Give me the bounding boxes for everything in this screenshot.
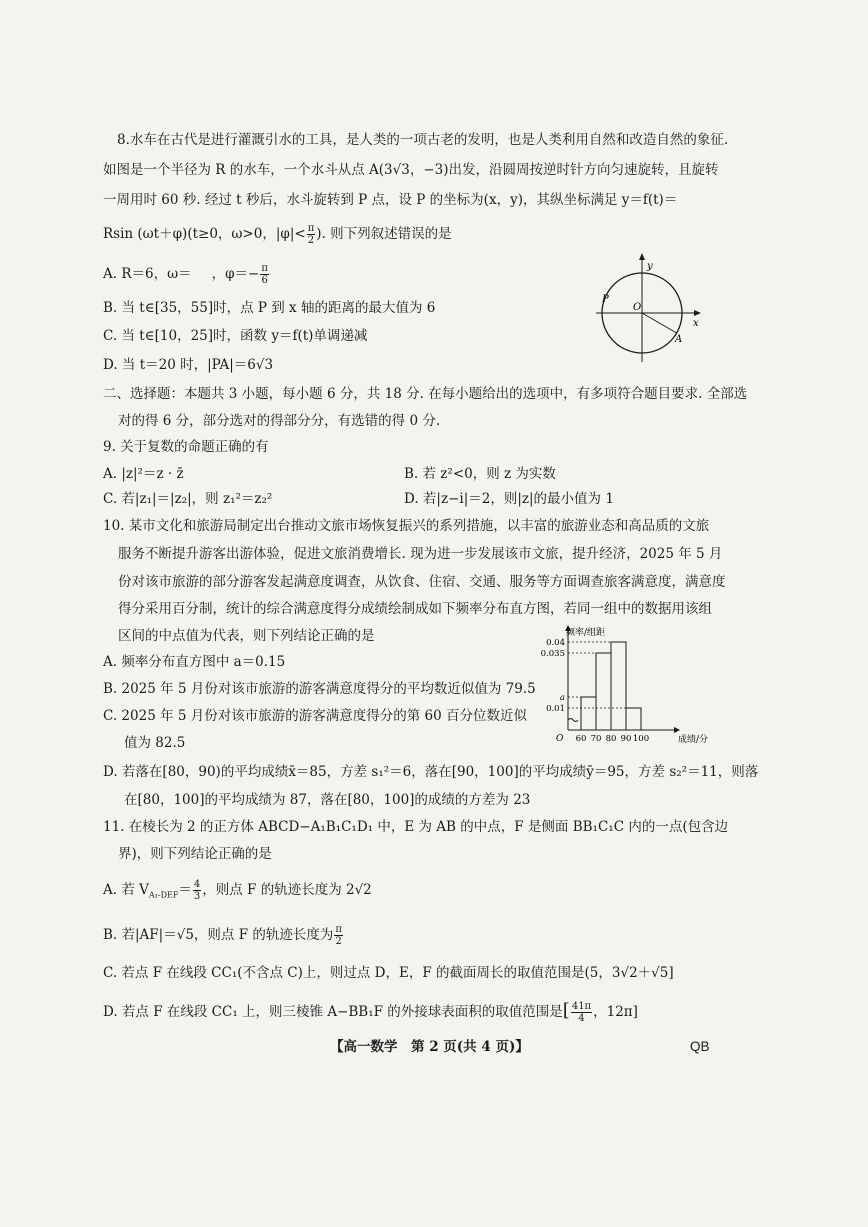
q11-line-1: 11. 在棱长为 2 的正方体 ABCD−A₁B₁C₁D₁ 中，E 为 AB 的中点，F 是侧面 BB₁C₁C 内的一点(包含边 bbox=[103, 819, 729, 835]
q10-line-3: 份对该市旅游的部分游客发起满意度调查，从饮食、住宿、交通、服务等方面调查旅客满意度，满意度 bbox=[118, 574, 726, 590]
arc-length-fraction: $\frac{\pi}{2}$ bbox=[335, 924, 342, 947]
volume-fraction: $\frac{4}{3}$ bbox=[193, 879, 201, 902]
y-axis-arrow bbox=[639, 253, 645, 260]
hist-bar-70-80 bbox=[596, 653, 611, 730]
q10-line-2: 服务不断提升游客出游体验，促进文旅消费增长. 现为进一步发展该市文旅，提升经济，2025 年 5 月 bbox=[118, 546, 723, 562]
x-label: x bbox=[693, 318, 699, 329]
q10-option-c-line-1: C. 2025 年 5 月份对该市旅游的游客满意度得分的第 60 百分位数近似 bbox=[103, 708, 528, 724]
q8-option-b: B. 当 t∈[35，55]时，点 P 到 x 轴的距离的最大值为 6 bbox=[103, 300, 436, 316]
point-a-label: A bbox=[675, 334, 683, 345]
q8-line-2: 如图是一个半径为 R 的水车，一个水斗从点 A(3√3，−3)出发，沿圆周按逆时针方向匀速旋转，且旋转 bbox=[103, 162, 719, 178]
hist-y-tick-label: a bbox=[559, 693, 565, 703]
hist-x-arrow bbox=[674, 727, 680, 733]
hist-origin: O bbox=[556, 734, 564, 744]
q9-option-b: B. 若 z²<0，则 z 为实数 bbox=[404, 466, 556, 482]
phi-bound-fraction: $\frac{\pi}{2}$ bbox=[307, 223, 315, 246]
q10-line-1: 10. 某市文化和旅游局制定出台推动文旅市场恢复振兴的系列措施，以丰富的旅游业态和高品质的文旅 bbox=[103, 518, 710, 534]
hist-x-tick-label: 70 bbox=[590, 734, 602, 744]
hist-bar-90-100 bbox=[626, 708, 641, 730]
hist-y-tick-label: 0.035 bbox=[540, 649, 565, 659]
origin-label: O bbox=[633, 302, 642, 313]
q8-line-3: 一周用时 60 秒. 经过 t 秒后，水斗旋转到 P 点，设 P 的坐标为(x，y)，其纵坐标满足 y＝f(t)＝ bbox=[103, 192, 678, 208]
q10-line-5: 区间的中点值为代表，则下列结论正确的是 bbox=[118, 628, 375, 644]
hist-bar-60-70 bbox=[581, 697, 596, 730]
q10-option-b: B. 2025 年 5 月份对该市旅游的游客满意度得分的平均数近似值为 79.5 bbox=[103, 681, 536, 697]
radius-oa bbox=[642, 313, 677, 333]
q11-option-a: A. 若 $V_{A_1-DEF}=$ $\frac{4}{3}$ ，则点 F 的轨迹长度为 2√2 bbox=[103, 879, 372, 902]
phi-fraction: $\frac{\pi}{6}$ bbox=[261, 263, 268, 286]
q9-option-c: C. 若|z₁|＝|z₂|，则 z₁²＝z₂² bbox=[103, 491, 273, 507]
q9-option-a: A. |z|²＝z · z̄ bbox=[103, 466, 184, 482]
q10-option-d-line-2: 在[80，100]的平均成绩为 87，落在[80，100]的成绩的方差为 23 bbox=[124, 792, 531, 808]
q9-option-d: D. 若|z−i|＝2，则|z|的最小值为 1 bbox=[404, 491, 614, 507]
hist-xlabel: 成绩/分 bbox=[678, 735, 709, 745]
hist-x-tick-label: 80 bbox=[605, 734, 617, 744]
q8-line-1: 8.水车在古代是进行灌溉引水的工具，是人类的一项古老的发明，也是人类利用自然和改造自然的象征. bbox=[117, 132, 729, 148]
hist-y-tick-label: 0.04 bbox=[546, 638, 565, 648]
q11-option-c: C. 若点 F 在线段 CC₁(不含点 C)上，则过点 D，E，F 的截面周长的取值范围是(5，3√2＋√5] bbox=[103, 965, 674, 981]
y-label: y bbox=[647, 261, 653, 272]
q8-option-a: A. R＝6，ω＝ ，φ＝− $\frac{\pi}{6}$ bbox=[103, 263, 268, 286]
hist-ylabel: 频率/组距 bbox=[566, 628, 606, 638]
hist-x-tick-label: 100 bbox=[632, 734, 650, 744]
q8-option-d: D. 当 t＝20 时，|PA|＝6√3 bbox=[103, 357, 274, 373]
hist-bar-80-90 bbox=[611, 642, 626, 730]
q11-line-2: 界)，则下列结论正确的是 bbox=[118, 846, 272, 862]
q8-option-c: C. 当 t∈[10，25]时，函数 y＝f(t)单调递减 bbox=[103, 328, 368, 344]
q8-line-4: Rsin (ωt＋φ)(t≥0，ω>0，|φ|< $\frac{\pi}{2}$ ). 则下列叙述错误的是 bbox=[103, 223, 452, 246]
q10-line-4: 得分采用百分制，统计的综合满意度得分成绩绘制成如下频率分布直方图，若同一组中的数据用该组 bbox=[118, 601, 712, 617]
axis-break-mark bbox=[568, 719, 578, 722]
q10-option-c-line-2: 值为 82.5 bbox=[124, 735, 186, 751]
section-2-line-2: 对的得 6 分，部分选对的得部分分，有选错的得 0 分. bbox=[118, 413, 441, 429]
q11-option-b: B. 若|AF|＝√5，则点 F 的轨迹长度为 $\frac{\pi}{2}$ bbox=[103, 924, 342, 947]
hist-x-tick-label: 60 bbox=[575, 734, 587, 744]
x-axis-arrow bbox=[694, 310, 701, 316]
water-wheel-figure bbox=[590, 250, 710, 365]
surface-area-fraction: $\frac{41\pi}{4}$ bbox=[571, 1001, 592, 1024]
page-footer: 【高一数学 第 2 页(共 4 页)】 bbox=[330, 1039, 529, 1055]
footer-code: QB bbox=[690, 1039, 710, 1054]
q11-option-d: D. 若点 F 在线段 CC₁ 上，则三棱锥 A−BB₁F 的外接球表面积的取值范围是[ $\frac{41\pi}{4}$ ，12π] bbox=[103, 1000, 638, 1024]
q10-option-d-line-1: D. 若落在[80，90)的平均成绩x̄＝85，方差 s₁²＝6，落在[90，100]的平均成绩ȳ＝95，方差 s₂²＝11，则落 bbox=[103, 764, 759, 780]
hist-y-tick-label: 0.01 bbox=[546, 704, 565, 714]
section-2-line-1: 二、选择题：本题共 3 小题，每小题 6 分，共 18 分. 在每小题给出的选项中，有多项符合题目要求. 全部选 bbox=[103, 386, 748, 402]
point-p-label: P bbox=[602, 294, 609, 305]
frequency-histogram bbox=[528, 620, 728, 745]
q9-stem: 9. 关于复数的命题正确的有 bbox=[103, 439, 269, 455]
q10-option-a: A. 频率分布直方图中 a＝0.15 bbox=[103, 654, 286, 670]
hist-x-tick-label: 90 bbox=[620, 734, 632, 744]
